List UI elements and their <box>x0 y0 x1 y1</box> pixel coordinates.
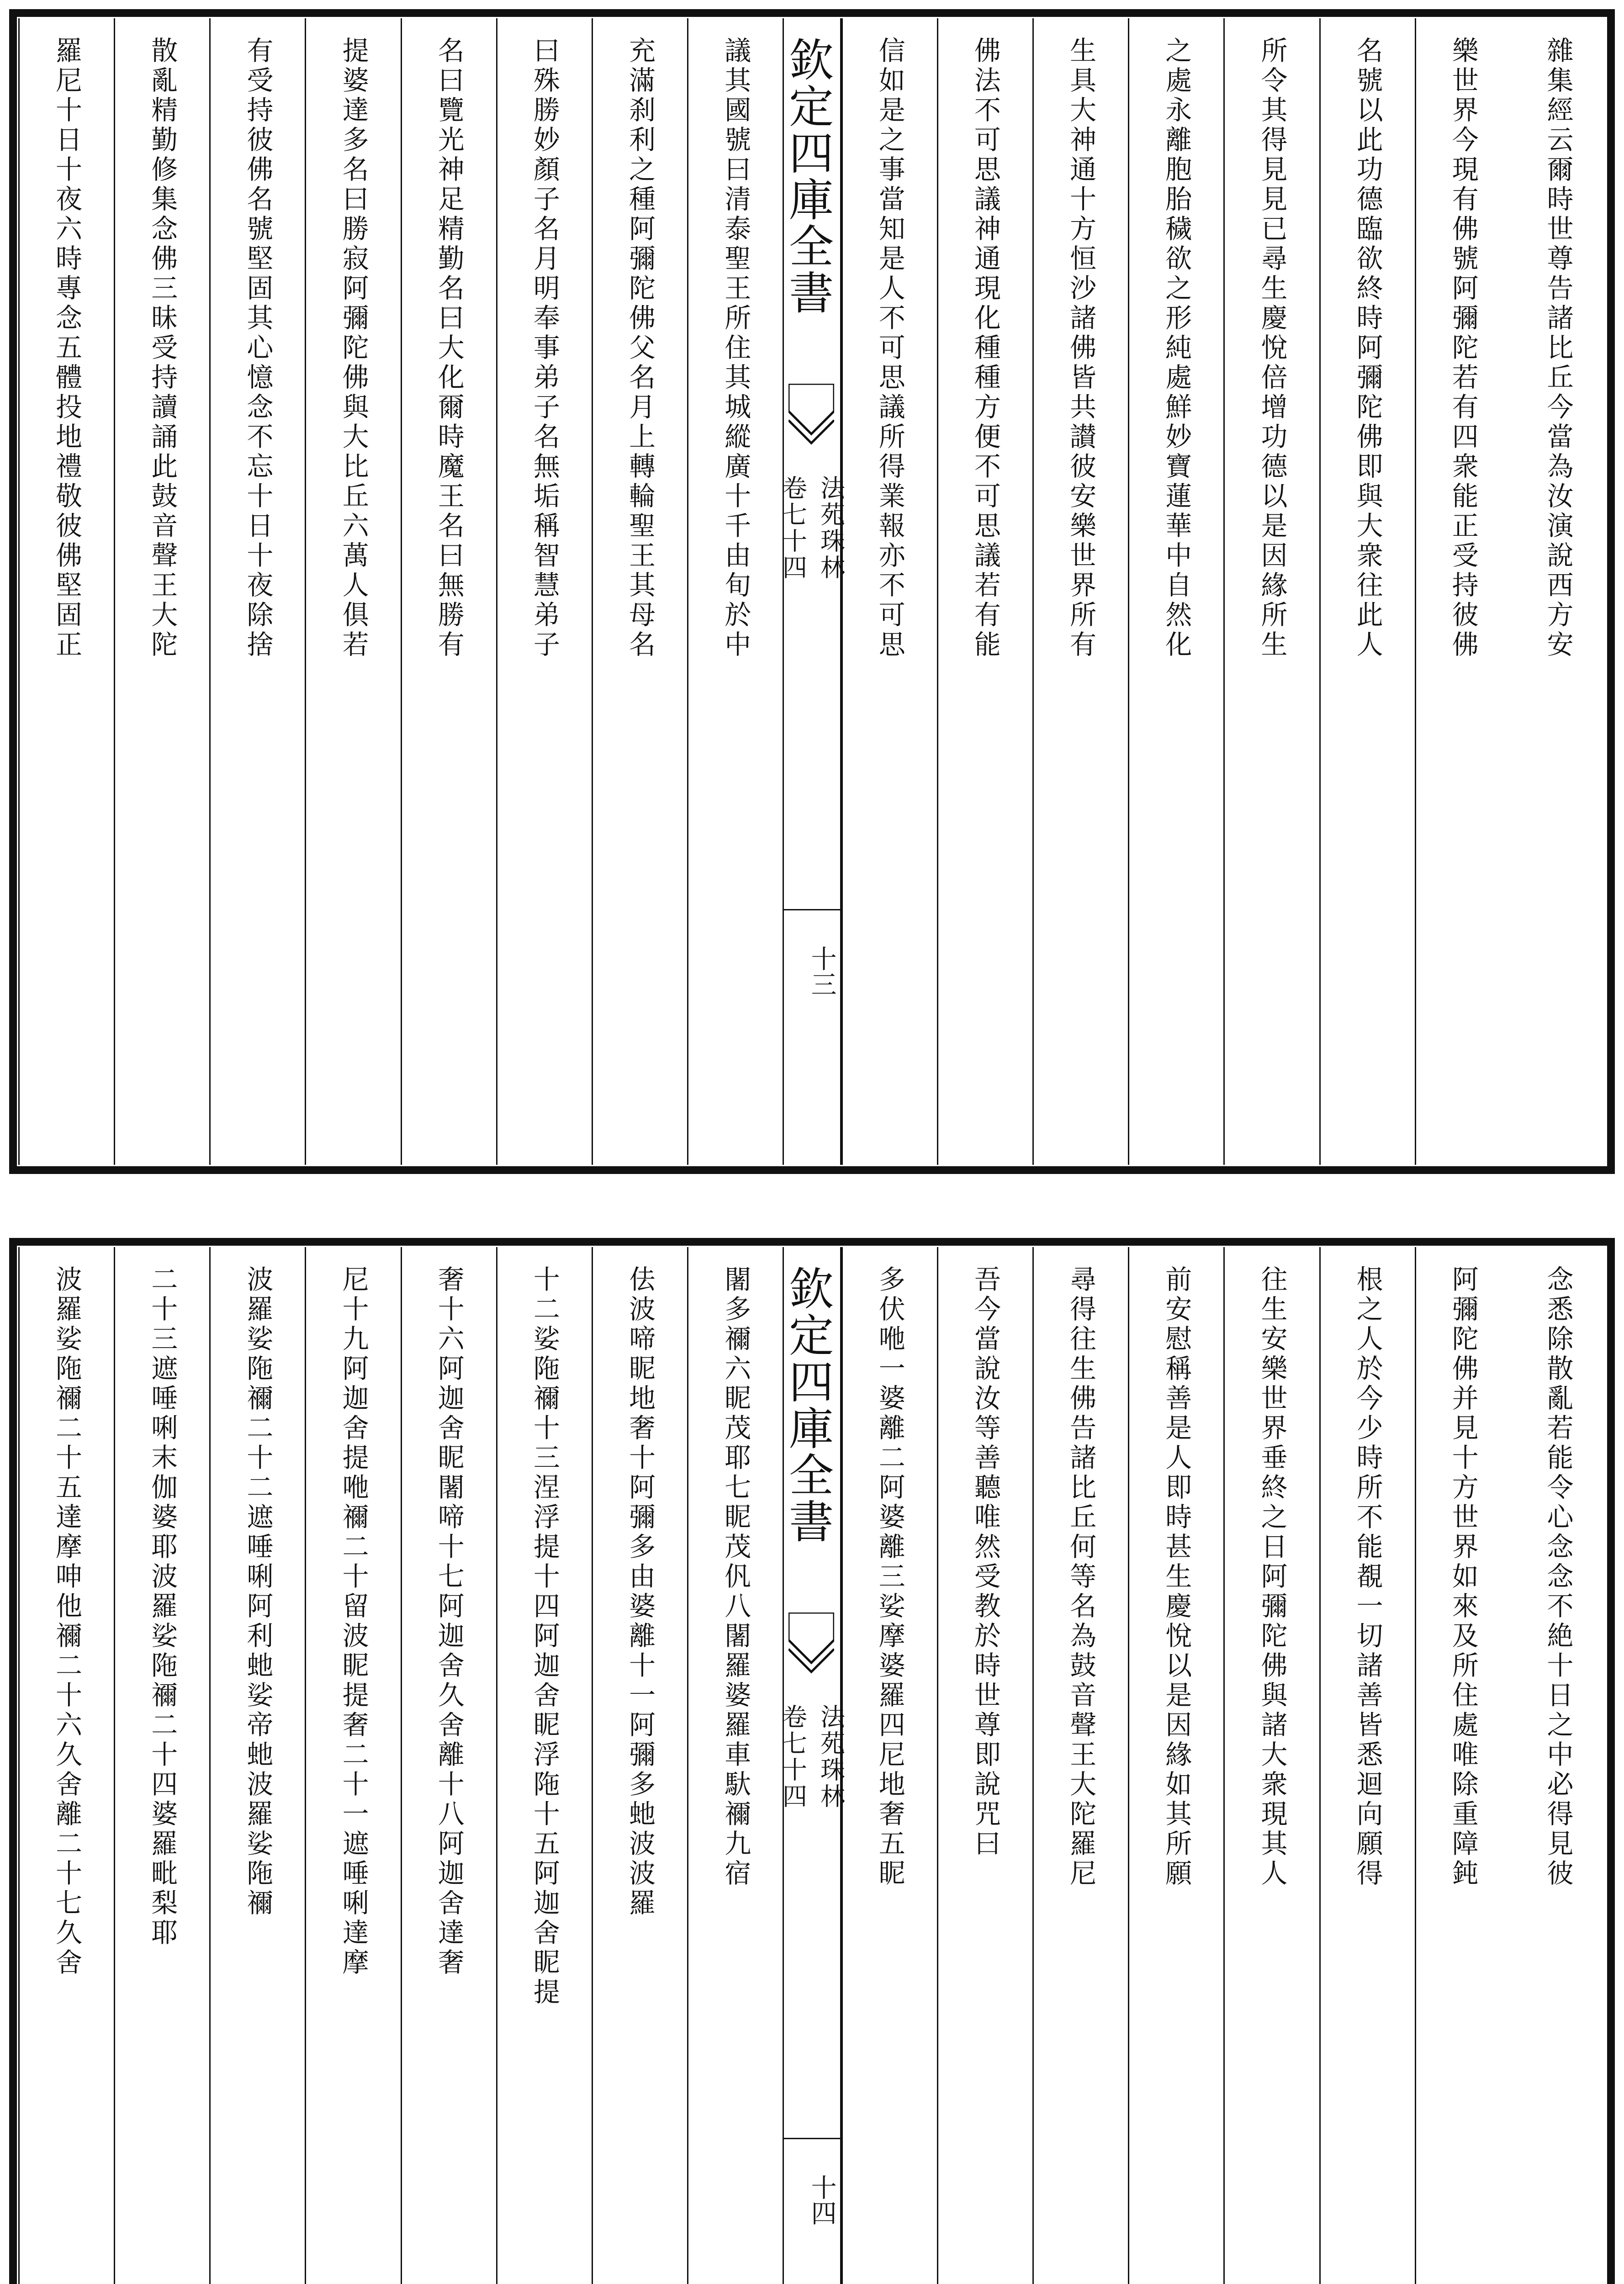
text-column: 奢十六阿迦舍眤闍啼十七阿迦舍久舍離十八阿迦舍達奢 <box>401 1247 496 2284</box>
text-column: 根之人於今少時所不能覩一切諸善皆悉迴向願得 <box>1319 1247 1415 2284</box>
fold-book: 法苑珠林 <box>816 1704 846 1810</box>
text-column: 名曰覽光神足精勤名曰大化爾時魔王名曰無勝有 <box>401 18 496 1165</box>
fold-column <box>778 1247 846 2284</box>
fold-divider <box>784 909 840 910</box>
text-column: 所令其得見見已尋生慶悅倍增功德以是因緣所生 <box>1223 18 1319 1165</box>
text-column: 羅尼十日十夜六時專念五體投地禮敬彼佛堅固正 <box>18 18 114 1165</box>
text-column: 佉波啼眤地奢十阿彌多由婆離十一阿彌多虵波波羅 <box>592 1247 687 2284</box>
text-column: 散亂精勤修集念佛三昧受持讀誦此鼓音聲王大陀 <box>114 18 209 1165</box>
top-columns <box>18 18 1606 1165</box>
text-column: 有受持彼佛名號堅固其心憶念不忘十日十夜除捨 <box>209 18 305 1165</box>
text-column: 議其國號曰清泰聖王所住其城縱廣十千由旬於中 <box>687 18 783 1165</box>
fold-divider <box>784 2138 840 2139</box>
text-column: 二十三遮唾唎末伽婆耶波羅娑陁禰二十四婆羅毗梨耶 <box>114 1247 209 2284</box>
text-column: 信如是之事當知是人不可思議所得業報亦不可思 <box>841 18 937 1165</box>
text-column: 往生安樂世界垂終之日阿彌陀佛與諸大衆現其人 <box>1223 1247 1319 2284</box>
fold-title: 欽定四庫全書 <box>781 37 834 316</box>
fishtail-mark-icon <box>788 384 834 466</box>
bottom-columns <box>18 1247 1606 2284</box>
text-column: 尋得往生佛告諸比丘何等名為鼓音聲王大陀羅尼 <box>1032 1247 1128 2284</box>
fold-title: 欽定四庫全書 <box>781 1265 834 1545</box>
fold-volume: 卷七十四 <box>778 475 808 581</box>
text-column: 阿彌陀佛并見十方世界如來及所住處唯除重障鈍 <box>1415 1247 1510 2284</box>
page-number: 十四 <box>807 2174 837 2226</box>
text-column: 曰殊勝妙顏子名月明奉事弟子名無垢稱智慧弟子 <box>496 18 592 1165</box>
fold-book: 法苑珠林 <box>816 475 846 581</box>
fold-volume: 卷七十四 <box>778 1704 808 1810</box>
bottom-page <box>0 1229 1624 2284</box>
text-column: 吾今當說汝等善聽唯然受教於時世尊即說咒曰 <box>937 1247 1032 2284</box>
text-column: 闍多禰六眤茂耶七眤茂𠆩八闍羅婆羅車馱禰九宿 <box>687 1247 783 2284</box>
text-column: 名號以此功德臨欲終時阿彌陀佛即與大衆往此人 <box>1319 18 1415 1165</box>
text-column: 佛法不可思議神通現化種種方便不可思議若有能 <box>937 18 1032 1165</box>
text-column: 十二娑陁禰十三涅浮提十四阿迦舍眤浮陁十五阿迦舍眤提 <box>496 1247 592 2284</box>
fold-book-volume <box>778 1704 846 1810</box>
text-column: 波羅娑陁禰二十二遮唾唎阿利虵娑帝虵波羅娑陁禰 <box>209 1247 305 2284</box>
text-column: 尼十九阿迦舍提咃禰二十留波眤提奢二十一遮唾唎達摩 <box>305 1247 400 2284</box>
text-column: 多伏咃一婆離二阿婆離三娑摩婆羅四尼地奢五眤 <box>841 1247 937 2284</box>
text-column: 雜集經云爾時世尊告諸比丘今當為汝演說西方安 <box>1542 37 1574 660</box>
text-column: 念悉除散亂若能令心念念不絶十日之中必得見彼 <box>1542 1265 1574 1889</box>
text-column: 之處永離胞胎穢欲之形純處鮮妙寶蓮華中自然化 <box>1128 18 1223 1165</box>
fold-book-volume <box>778 475 846 581</box>
fishtail-mark-icon <box>788 1613 834 1695</box>
text-column: 充滿刹利之種阿彌陀佛父名月上轉輪聖王其母名 <box>592 18 687 1165</box>
text-column: 波羅娑陁禰二十五達摩呻他禰二十六久舍離二十七久舍 <box>18 1247 114 2284</box>
text-column: 樂世界今現有佛號阿彌陀若有四衆能正受持彼佛 <box>1415 18 1510 1165</box>
page-number: 十三 <box>807 946 837 997</box>
text-column: 前安慰稱善是人即時甚生慶悅以是因緣如其所願 <box>1128 1247 1223 2284</box>
text-column: 提婆達多名曰勝寂阿彌陀佛與大比丘六萬人俱若 <box>305 18 400 1165</box>
text-column: 生具大神通十方恒沙諸佛皆共讃彼安樂世界所有 <box>1032 18 1128 1165</box>
fold-column <box>778 18 846 1165</box>
